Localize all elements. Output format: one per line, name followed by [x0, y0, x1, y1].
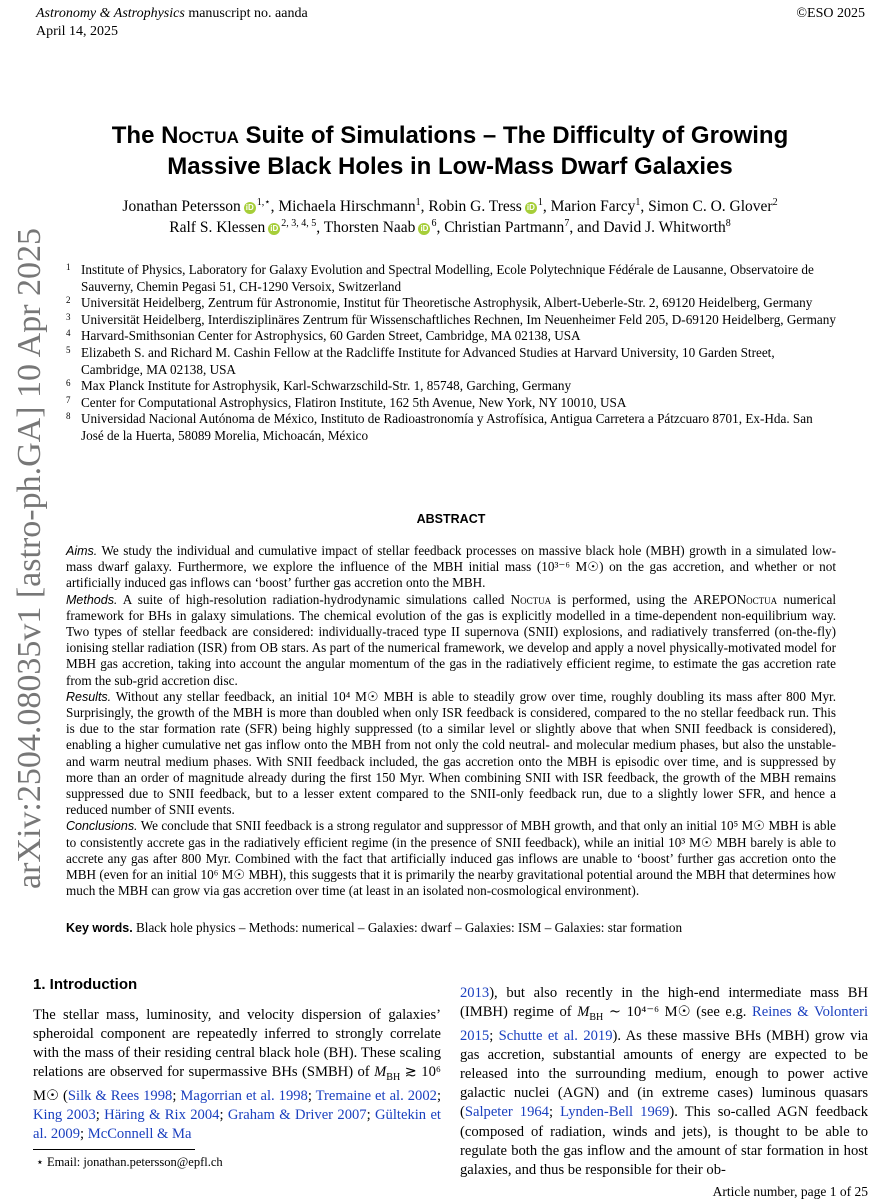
intro-column-right: 2013), but also recently in the high-end intermediate mass BH (IMBH) regime of $M_{BH}$ ∼ 10⁴⁻⁶ M☉ (see e.g. Reines & Volonteri 2015; Schutte et al. 2019). As these massive BHs (MBH) grow via gas accretion, substantial amounts of energy are expected to be released into the surrounding medium, enough to power active galactic nuclei (AGN) and (in extreme cases) luminous quasars (Salpeter 1964; Lynden-Bell 1969). This so-called AGN feedback (composed of radiation, winds and jets), is thought to be able to regulate both the gas inflow and the amount of star formation in host galaxies, and thus be responsible for their ob-: [460, 985, 869, 1178]
citation-link[interactable]: Lynden-Bell 1969: [560, 1104, 670, 1121]
author-name: , Christian Partmann: [436, 219, 565, 236]
citation-link[interactable]: Reines & Volonteri 2015: [460, 1004, 869, 1045]
author-name: , Thorsten Naab: [316, 219, 416, 236]
orcid-icon[interactable]: iD: [526, 203, 535, 212]
citation-link[interactable]: Tremaine et al. 2002: [315, 1088, 437, 1105]
affiliation-item: 2 Universität Heidelberg, Zentrum für Astronomie, Institut für Theoretische Astrophysik, Albert-Ueberle-Str. 2, 69120 Heidelberg, Germany: [66, 295, 813, 311]
citation-link[interactable]: 2013: [460, 985, 490, 1001]
abstract-methods: Methods. A suite of high-resolution radiation-hydrodynamic simulations called Noctua is performed, using the AREPONoctua numerical framework for BHs in galaxy simulations. The chemical evolution of the gas is explicitly modelled in a time-dependent non-equilibrium way. Two types of stellar feedback are considered: individually-traced type II supernova (SNII) explosions, and radiatively transferred (on-the-fly) ionising stellar radiation (ISR) from OB stars. As part of the numerical framework, we develop and apply a novel physically-motivated model for MBH gas accretion, taking into account the angular momentum of the gas in the radiatively efficient regime, to estimate the gas accretion rate from the sub-grid accretion disc.: [66, 591, 836, 688]
affiliation-item: 7 Center for Computational Astrophysics, Flatiron Institute, 162 5th Avenue, New York, NY 10010, USA: [66, 394, 627, 410]
author-name: , Robin G. Tress: [420, 198, 522, 215]
affiliation-item: 1 Institute of Physics, Laboratory for Galaxy Evolution and Spectral Modelling, Ecole Polytechnique Fédérale de Lausanne, Observatoire de Sauverny, Chemin Pegasi 51, CH-1290 Versoix, Switzerland: [66, 262, 814, 294]
orcid-icon[interactable]: iD: [420, 224, 429, 233]
arxiv-identifier[interactable]: arXiv:2504.08035v1 [astro-ph.GA] 10 Apr 2025: [11, 227, 48, 889]
citation-link[interactable]: Silk & Rees 1998: [67, 1088, 173, 1105]
copyright: ©ESO 2025: [796, 6, 865, 21]
orcid-icon[interactable]: iD: [245, 203, 254, 212]
citation-link[interactable]: Salpeter 1964: [464, 1104, 549, 1121]
affiliation-item: 3 Universität Heidelberg, Interdisziplinäres Zentrum für Wissenschaftliches Rechnen, Im Neuenheimer Feld 205, D-69120 Heidelberg, Germany: [66, 311, 836, 327]
section-heading: 1. Introduction: [33, 976, 138, 993]
author-list: Jonathan Petersson iD $^{1,⋆}$, Michaela Hirschmann$^1$, Robin G. Tress iD $^1$, Marion Farcy$^1$, Simon C. O. Glover$^2$ Ralf S. Klessen iD $^{2, 3, 4, 5}$, Thorsten Naab iD $^6$, Christian Partmann$^7$, and David J. Whitworth$^8$: [122, 196, 778, 236]
page-footer: Article number, page 1 of 25: [712, 1184, 868, 1199]
citation-link[interactable]: McConnell & Ma: [87, 1126, 192, 1143]
citation-link[interactable]: Häring & Rix 2004: [104, 1107, 220, 1124]
noctua-name: Noctua: [161, 122, 239, 149]
author-name: Jonathan Petersson: [122, 198, 241, 215]
author-name: , Michaela Hirschmann: [270, 198, 416, 215]
author-name: Ralf S. Klessen: [169, 219, 266, 236]
header-date: April 14, 2025: [36, 24, 119, 39]
abstract-aims: Aims. We study the individual and cumulative impact of stellar feedback processes on massive black hole (MBH) growth in a simulated low-mass dwarf galaxy. Furthermore, we explore the influence of the MBH initial mass (10³⁻⁶ M☉) on the gas accretion, and whether or not artificially induced gas inflows can ‘boost’ further gas accretion onto the MBH.: [66, 543, 836, 591]
citation-link[interactable]: Graham & Driver 2007: [227, 1107, 367, 1124]
abstract-body: [66, 543, 836, 899]
citation-link[interactable]: Gültekin et al. 2009: [33, 1107, 441, 1143]
orcid-icon[interactable]: iD: [270, 224, 279, 233]
citation-link[interactable]: King 2003: [33, 1107, 96, 1124]
affiliations: [66, 262, 836, 445]
abstract-results: Results. Without any stellar feedback, an initial 10⁴ M☉ MBH is able to steadily grow over time, roughly doubling its mass after 800 Myr. Surprisingly, the growth of the MBH is more than doubled when only ISR feedback is considered, compared to the no stellar feedback run. This is due to the star formation rate (SFR) being highly suppressed (to a similar level or slightly above that when SNII feedback is considered), enabling a higher cumulative net gas inflow onto the MBH from not only the cold neutral- and molecular medium phases, but also the unstable- and warm neutral medium phases. With SNII feedback included, the gas accretion onto the MBH is episodic over time, and is suppressed by more than an order of magnitude already during the first 150 Myr. When combining SNII with ISR feedback, the growth of the MBH remains suppressed due to SNII feedback, but to a lesser extent compared to the SNII-only feedback run, due to a slightly lower SFR, and hence a reduced number of SNII events.: [66, 688, 836, 818]
manuscript-number: manuscript no. aanda: [184, 6, 308, 21]
abstract-conclusions: Conclusions. We conclude that SNII feedback is a strong regulator and suppressor of MBH growth, and that only an initial 10⁵ M☉ MBH is able to consistently accrete gas in the radiatively efficient regime (in the presence of SNII feedback), while an initial 10³ M☉ MBH barely is able to accrete any gas after 800 Myr. Combined with the fact that artificially induced gas inflows are unable to ‘boost’ further gas accretion onto the MBH (even for an initial 10⁶ M☉ MBH), this suggests that it is primarily the nearby gravitational potential around the MBH that determines how much the MBH can grow via gas accretion over time (at least in an isolated non-cosmological environment).: [66, 818, 836, 899]
abstract-heading: ABSTRACT: [416, 512, 486, 526]
affiliation-item: 5 Elizabeth S. and Richard M. Cashin Fellow at the Radcliffe Institute for Advanced Studies at Harvard University, 10 Garden Street, Cambridge, MA 02138, USA: [66, 344, 775, 377]
running-header: [36, 5, 308, 41]
author-name: , and David J. Whitworth: [569, 219, 726, 236]
affiliation-item: 8 Universidad Nacional Autónoma de México, Instituto de Radioastronomía y Astrofísica, Antigua Carretera a Pátzcuaro 8701, Ex-Hda. San José de la Huerta, 58089 Morelia, Michoacán, México: [66, 411, 813, 443]
footnote-email: ⋆ Email: jonathan.petersson@epfl.ch: [36, 1155, 223, 1169]
affiliation-item: 6 Max Planck Institute for Astrophysik, Karl-Schwarzschild-Str. 1, 85748, Garching, Germany: [66, 378, 572, 394]
author-name: , Marion Farcy: [542, 198, 636, 215]
footnote-rule: [33, 1149, 195, 1150]
citation-link[interactable]: Magorrian et al. 1998: [180, 1088, 308, 1105]
author-name: , Simon C. O. Glover: [640, 198, 773, 215]
affiliation-item: 4 Harvard-Smithsonian Center for Astrophysics, 60 Garden Street, Cambridge, MA 02138, USA: [66, 328, 581, 344]
intro-column-left: The stellar mass, luminosity, and velocity dispersion of galaxies’ spheroidal component are repeatedly inferred to strongly correlate with the mass of their residing central black hole (BH). These scaling relations are observed for supermassive BHs (SMBH) of $M_{BH}$ ≳ 10⁶ M☉ (Silk & Rees 1998; Magorrian et al. 1998; Tremaine et al. 2002; King 2003; Häring & Rix 2004; Graham & Driver 2007; Gültekin et al. 2009; McConnell & Ma: [33, 1007, 441, 1143]
citation-link[interactable]: Schutte et al. 2019: [498, 1028, 613, 1045]
keywords: Key words. Black hole physics – Methods: numerical – Galaxies: dwarf – Galaxies: ISM – Galaxies: star formation: [66, 920, 683, 935]
paper-title: The Noctua Suite of Simulations – The Difficulty of Growing Massive Black Holes in Low-Mass Dwarf Galaxies: [111, 122, 789, 180]
journal-name: Astronomy & Astrophysics: [36, 6, 185, 21]
